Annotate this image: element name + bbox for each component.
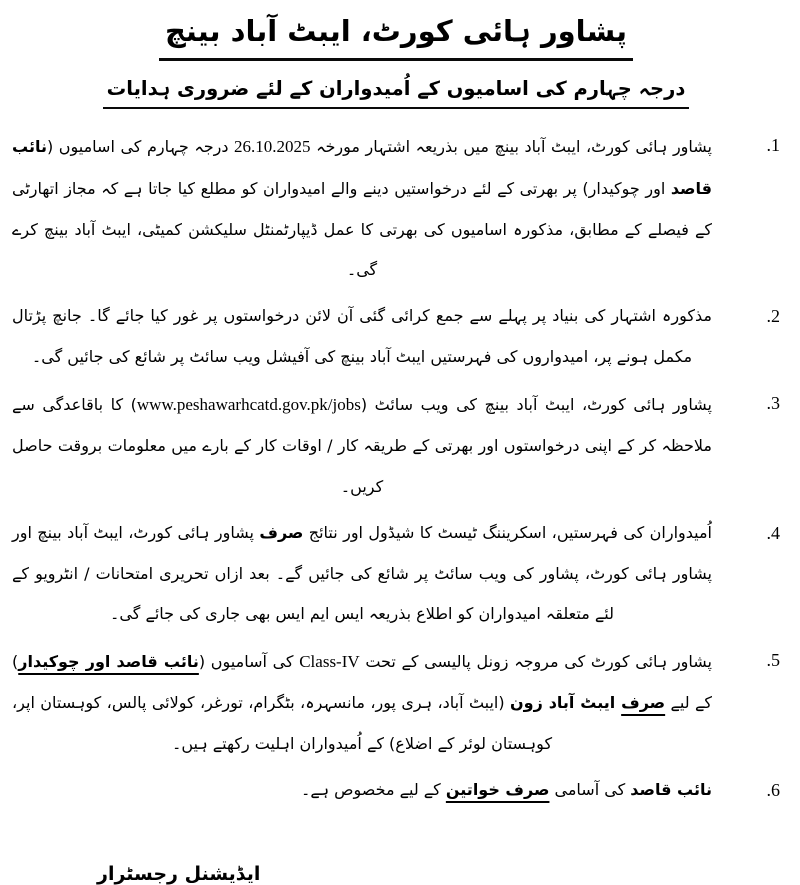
item-number: 6. — [766, 780, 780, 801]
item-text — [12, 513, 712, 635]
instruction-item-5 — [12, 640, 780, 765]
text-segment: ) کے لیے — [12, 652, 712, 713]
item-number: 2. — [766, 306, 780, 327]
instruction-item-3 — [12, 383, 780, 508]
latin-text-segment: 26.10.2025 — [234, 137, 311, 157]
item-text — [12, 383, 712, 508]
text-segment: نائب قاصد — [12, 137, 712, 198]
instruction-item-2 — [12, 296, 780, 378]
text-segment: صرف خواتین — [445, 780, 550, 800]
item-number: 4. — [766, 522, 780, 543]
text-segment: کی آسامیوں ( — [198, 652, 300, 672]
instruction-item-6 — [12, 770, 780, 811]
item-text — [12, 770, 712, 811]
text-segment: ) کا باقاعدگی سے ملاحظہ کر کے اپنی درخواستوں اور بھرتی کے طریقہ کار / اوقات کار کے بارے میں معلومات بروقت حاصل کریں۔ — [12, 394, 712, 496]
text-segment: (ایبٹ آباد، ہری پور، مانسہرہ، بٹگرام، تورغر، کولائی پالس، کوہستان اپر، کوہستان لوئر کے اضلاع) کے اُمیدواران اہلیت رکھتے ہیں۔ — [12, 693, 553, 754]
text-segment: پشاور ہائی کورٹ، ایبٹ آباد بینچ میں بذریعہ اشتہار مورخہ — [310, 137, 713, 157]
signature-additional-registrar: ایڈیشنل رجسٹرار — [97, 863, 261, 885]
text-segment: پشاور ہائی کورٹ کی مروجہ زونل پالیسی کے تحت — [359, 652, 712, 672]
item-text — [12, 125, 712, 291]
document-subheader — [12, 76, 780, 109]
text-segment: صرف — [621, 693, 666, 713]
text-segment: مذکورہ اشتہار کی بنیاد پر پہلے سے جمع کرائی گئی آن لائن درخواستوں پر غور کیا جائے گا۔ جانچ پڑتال مکمل ہونے پر، امیدواروں کی فہرستیں ایبٹ آباد بینچ کی آفیشل ویب سائٹ پر شائع کی جائیں گی۔ — [12, 306, 712, 366]
text-segment: کے لیے مخصوص ہے۔ — [300, 780, 446, 800]
text-segment: اُمیدواران کی فہرستیں، اسکریننگ ٹیسٹ کا شیڈول اور نتائج — [303, 522, 713, 542]
page-title: پشاور ہائی کورٹ، ایبٹ آباد بینچ — [159, 12, 633, 61]
text-segment: پشاور ہائی کورٹ، ایبٹ آباد بینچ اور پشاور ہائی کورٹ، پشاور کی ویب سائٹ پر شائع کی جائیں گے۔ بعد ازاں تحریری امتحانات / انٹرویو کے لئے متعلقہ امیدواران کو اطلاع بذریعہ ایس ایم ایس بھی جاری کی جائے گی۔ — [12, 522, 712, 624]
instruction-list — [12, 125, 780, 811]
text-segment: درجہ چہارم کی اسامیوں ( — [46, 137, 235, 157]
latin-text-segment: www.peshawarhcatd.gov.pk/jobs — [136, 394, 361, 414]
item-number: 3. — [766, 392, 780, 413]
text-segment: نائب قاصد اور چوکیدار — [18, 652, 199, 672]
item-number: 5. — [766, 650, 780, 671]
text-segment: ایبٹ آباد زون — [510, 693, 622, 713]
instruction-item-1 — [12, 125, 780, 291]
page-subtitle: درجہ چہارم کی اسامیوں کے اُمیدواران کے لئے ضروری ہدایات — [103, 76, 690, 109]
text-segment: اور چوکیدار) پر بھرتی کے لئے درخواستیں دینے والے امیدواران کو مطلع کیا جاتا ہے کہ مجاز اتھارٹی کے فیصلے کے مطابق، مذکورہ اسامیوں کی بھرتی کا عمل ڈیپارٹمنٹل سلیکشن کمیٹی، ایبٹ آباد بینچ کرے گی۔ — [12, 178, 712, 280]
text-segment: کی آسامی — [549, 780, 631, 800]
item-text — [12, 640, 712, 765]
text-segment: صرف — [259, 522, 304, 542]
item-text — [12, 296, 712, 378]
item-number: 1. — [766, 135, 780, 156]
document-header — [12, 12, 780, 61]
latin-text-segment: Class-IV — [299, 652, 360, 672]
text-segment: نائب قاصد — [630, 780, 712, 800]
text-segment: پشاور ہائی کورٹ، ایبٹ آباد بینچ کی ویب سائٹ ( — [360, 394, 712, 414]
instruction-item-4 — [12, 513, 780, 635]
